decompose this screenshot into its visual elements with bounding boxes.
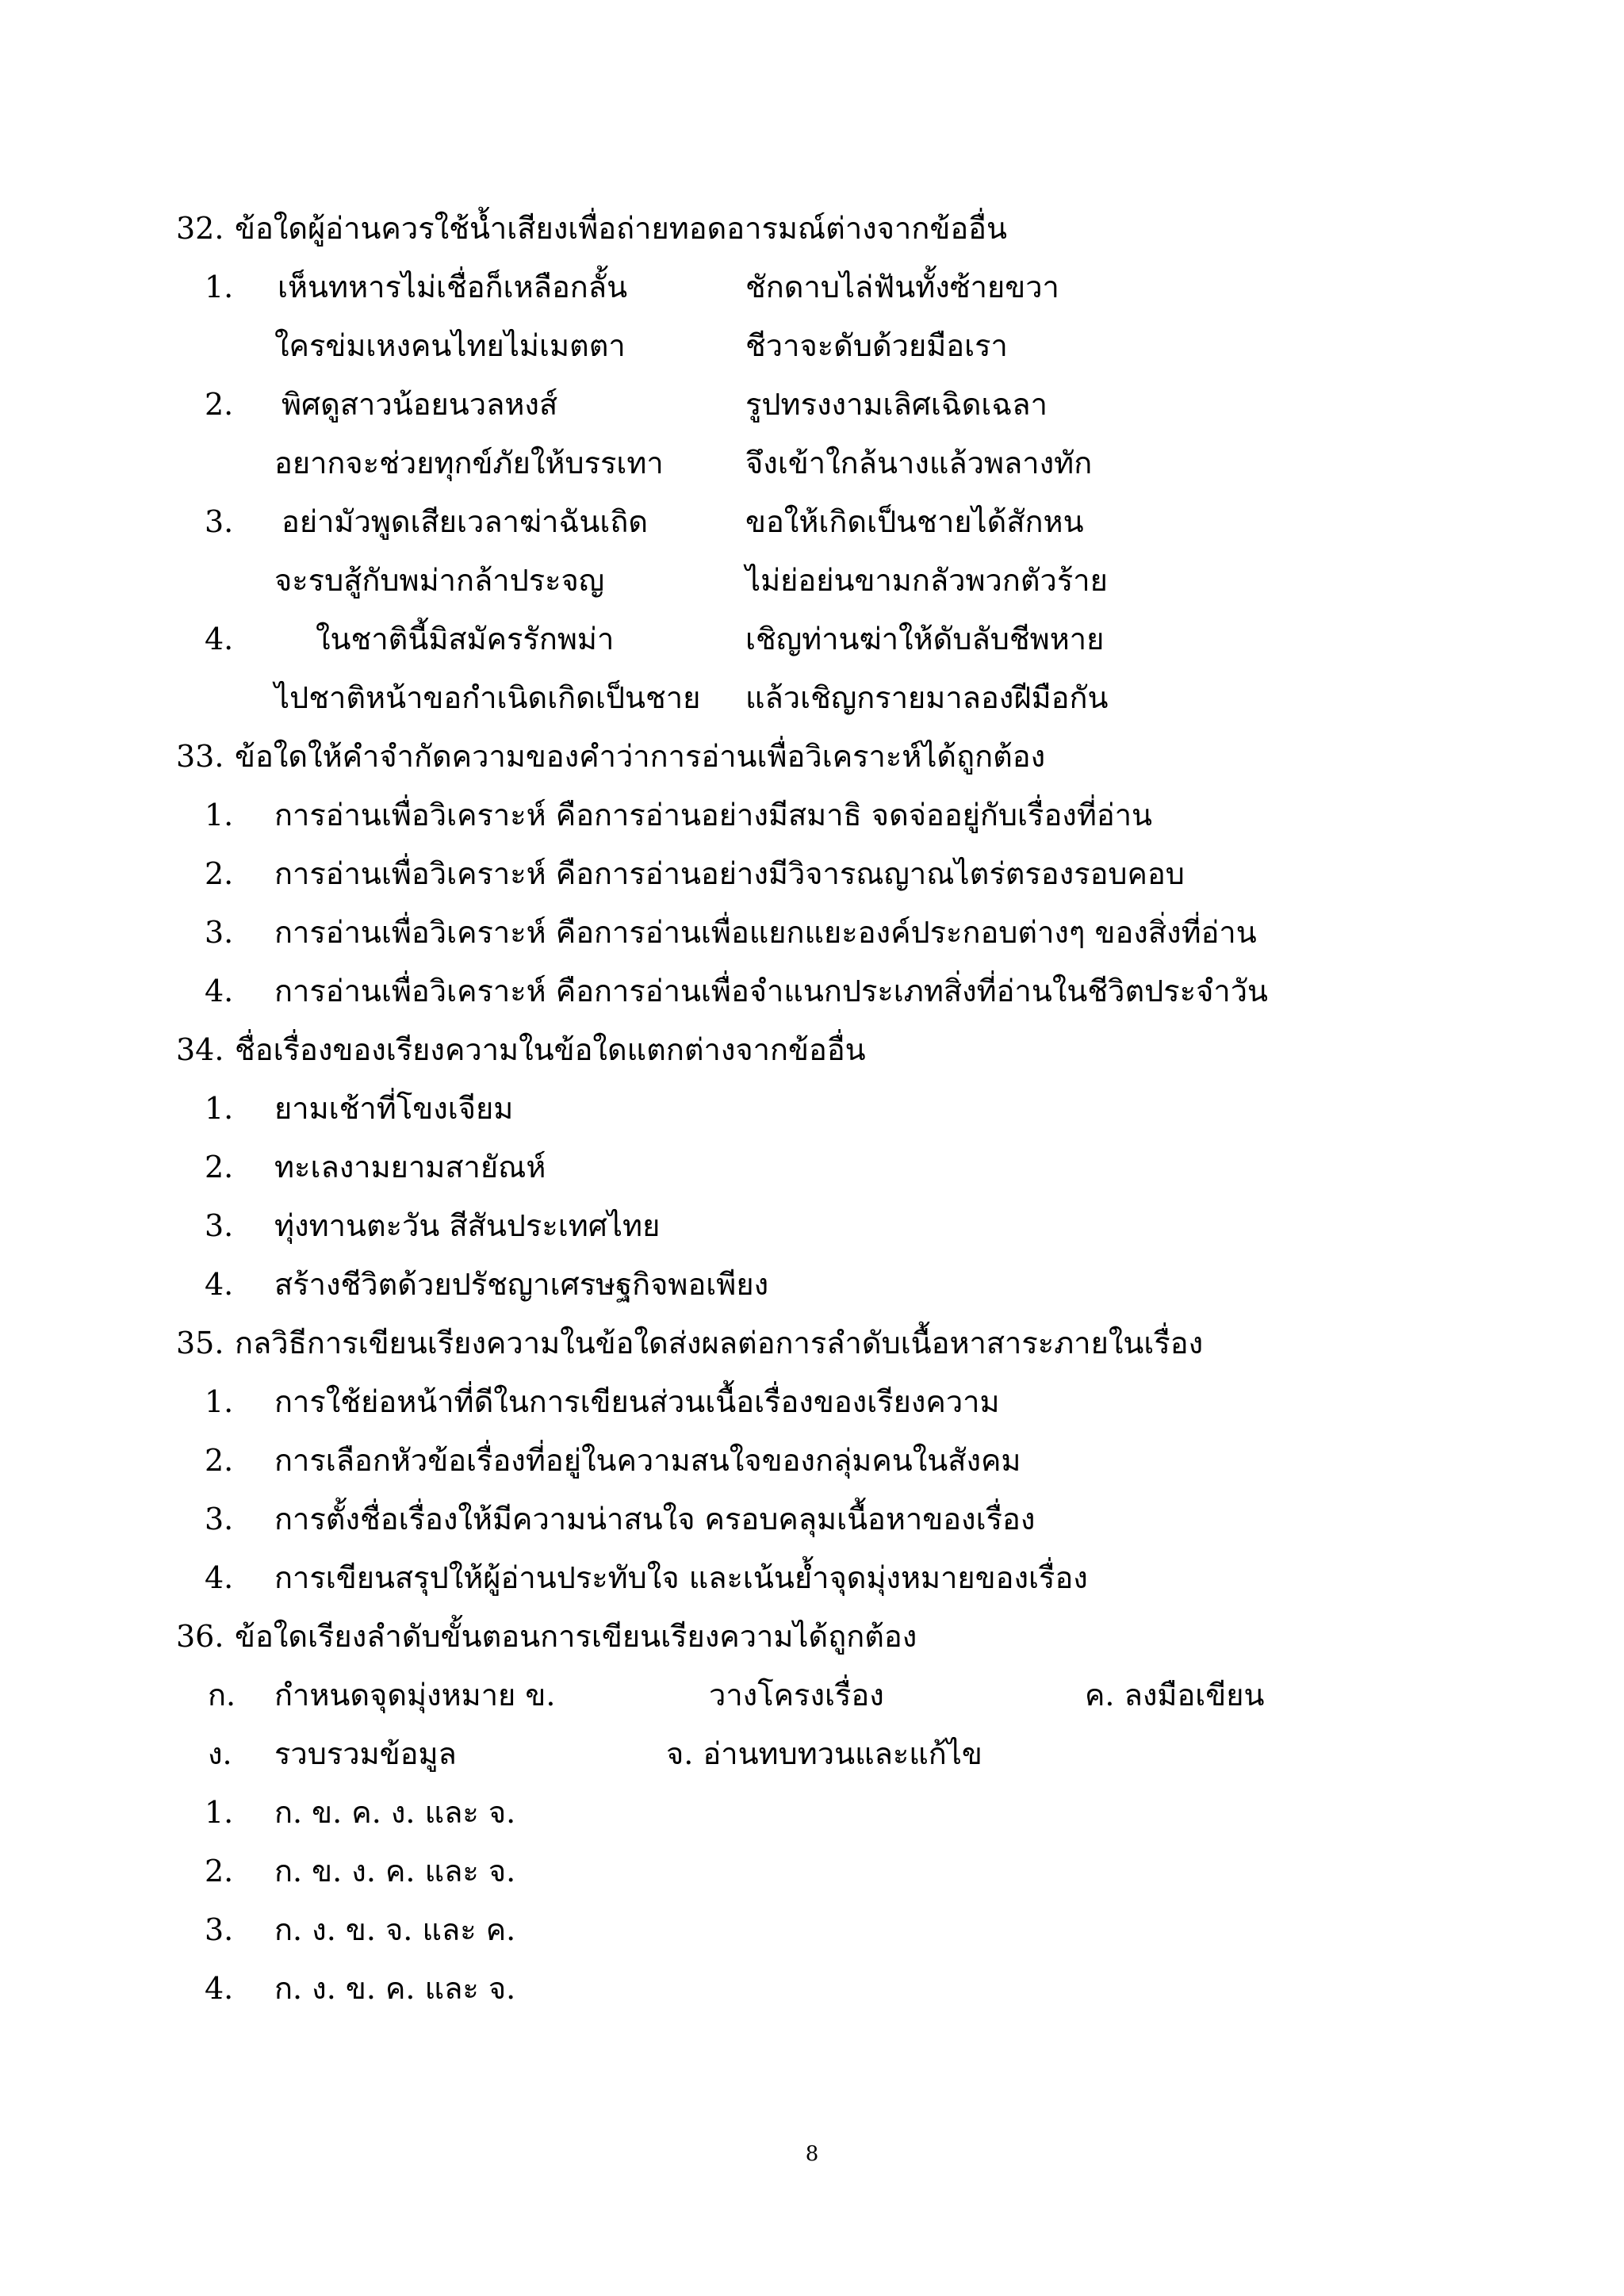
step-text: ค. ลงมือเขียน [1085, 1678, 1265, 1712]
option-number: 1. [205, 1091, 234, 1126]
poem-verse-right: ขอให้เกิดเป็นชายได้สักหน [745, 504, 1084, 539]
question-number: 35. [176, 1326, 224, 1360]
poem-verse-left: ในชาตินี้มิสมัครรักพม่า [316, 622, 615, 656]
option-text: การเขียนสรุปให้ผู้อ่านประทับใจ และเน้นย้ำจุดมุ่งหมายของเรื่อง [274, 1560, 1088, 1595]
poem-verse-left: อยากจะช่วยทุกข์ภัยให้บรรเทา [274, 446, 664, 480]
option-text: ก. ข. ง. ค. และ จ. [274, 1854, 516, 1888]
option-text: การเลือกหัวข้อเรื่องที่อยู่ในความสนใจของกลุ่มคนในสังคม [274, 1443, 1021, 1478]
question-number: 33. [176, 739, 224, 774]
option-number: 4. [205, 622, 234, 656]
poem-verse-left: เห็นทหารไม่เชื่อก็เหลือกลั้น [278, 270, 628, 304]
poem-verse-left: พิศดูสาวน้อยนวลหงส์ [282, 387, 558, 422]
option-text: สร้างชีวิตด้วยปรัชญาเศรษฐกิจพอเพียง [274, 1267, 769, 1302]
option-number: 2. [205, 856, 234, 891]
option-text: ก. ง. ข. จ. และ ค. [274, 1912, 516, 1947]
question-number: 36. [176, 1619, 224, 1654]
step-label: ง. [208, 1736, 232, 1771]
poem-verse-right: จึงเข้าใกล้นางแล้วพลางทัก [745, 446, 1093, 480]
option-number: 1. [205, 1795, 234, 1830]
option-number: 1. [205, 270, 234, 304]
poem-verse-right: ชักดาบไล่ฟันทั้งซ้ายขวา [745, 270, 1059, 304]
poem-verse-right: รูปทรงงามเลิศเฉิดเฉลา [745, 387, 1048, 422]
poem-verse-left: จะรบสู้กับพม่ากล้าประจญ [274, 563, 605, 598]
option-number: 2. [205, 387, 234, 422]
option-number: 3. [205, 1208, 234, 1243]
step-label: ก. [208, 1678, 236, 1712]
option-text: ทุ่งทานตะวัน สีสันประเทศไทย [274, 1208, 661, 1243]
poem-verse-left: ใครข่มเหงคนไทยไม่เมตตา [274, 328, 626, 363]
question-text: ข้อใดเรียงลำดับขั้นตอนการเขียนเรียงความได้ถูกต้อง [235, 1619, 917, 1654]
question-text: ข้อใดให้คำจำกัดความของคำว่าการอ่านเพื่อวิเคราะห์ได้ถูกต้อง [235, 739, 1046, 774]
option-number: 3. [205, 504, 234, 539]
option-number: 2. [205, 1150, 234, 1184]
question-number: 32. [176, 211, 224, 246]
option-number: 4. [205, 1267, 234, 1302]
option-text: ทะเลงามยามสายัณห์ [274, 1150, 546, 1184]
poem-verse-right: เชิญท่านฆ่าให้ดับลับชีพหาย [745, 622, 1105, 656]
option-number: 3. [205, 1502, 234, 1536]
question-number: 34. [176, 1032, 224, 1067]
option-number: 4. [205, 1560, 234, 1595]
option-text: ยามเช้าที่โขงเจียม [274, 1091, 514, 1126]
option-number: 2. [205, 1854, 234, 1888]
option-text: ก. ง. ข. ค. และ จ. [274, 1971, 516, 2006]
question-text: กลวิธีการเขียนเรียงความในข้อใดส่งผลต่อการลำดับเนื้อหาสาระภายในเรื่อง [235, 1326, 1204, 1360]
option-text: การใช้ย่อหน้าที่ดีในการเขียนส่วนเนื้อเรื่องของเรียงความ [274, 1384, 1000, 1419]
question-text: ชื่อเรื่องของเรียงความในข้อใดแตกต่างจากข้ออื่น [235, 1032, 866, 1067]
question-text: ข้อใดผู้อ่านควรใช้น้ำเสียงเพื่อถ่ายทอดอารมณ์ต่างจากข้ออื่น [235, 211, 1007, 246]
option-number: 4. [205, 974, 234, 1008]
poem-verse-left: อย่ามัวพูดเสียเวลาฆ่าฉันเถิด [282, 504, 649, 539]
option-number: 3. [205, 915, 234, 950]
option-number: 1. [205, 798, 234, 832]
poem-verse-right: แล้วเชิญกรายมาลองฝีมือกัน [745, 680, 1109, 715]
step-text: จ. อ่านทบทวนและแก้ไข [666, 1736, 982, 1771]
option-number: 3. [205, 1912, 234, 1947]
step-text: รวบรวมข้อมูล [274, 1736, 457, 1771]
option-text: การอ่านเพื่อวิเคราะห์ คือการอ่านอย่างมีวิจารณญาณไตร่ตรองรอบคอบ [274, 856, 1185, 891]
step-text: กำหนดจุดมุ่งหมาย ข. [274, 1678, 556, 1712]
poem-verse-left: ไปชาติหน้าขอกำเนิดเกิดเป็นชาย [274, 680, 701, 715]
page-number: 8 [805, 2142, 819, 2166]
option-number: 4. [205, 1971, 234, 2006]
step-text: วางโครงเรื่อง [709, 1678, 884, 1712]
option-number: 2. [205, 1443, 234, 1478]
option-text: การอ่านเพื่อวิเคราะห์ คือการอ่านอย่างมีสมาธิ จดจ่ออยู่กับเรื่องที่อ่าน [274, 798, 1153, 832]
poem-verse-right: ชีวาจะดับด้วยมือเรา [745, 328, 1008, 363]
option-text: การอ่านเพื่อวิเคราะห์ คือการอ่านเพื่อแยกแยะองค์ประกอบต่างๆ ของสิ่งที่อ่าน [274, 915, 1257, 950]
poem-verse-right: ไม่ย่อย่นขามกลัวพวกตัวร้าย [745, 563, 1108, 598]
option-text: การอ่านเพื่อวิเคราะห์ คือการอ่านเพื่อจำแนกประเภทสิ่งที่อ่านในชีวิตประจำวัน [274, 974, 1269, 1008]
option-number: 1. [205, 1384, 234, 1419]
option-text: การตั้งชื่อเรื่องให้มีความน่าสนใจ ครอบคลุมเนื้อหาของเรื่อง [274, 1502, 1036, 1536]
option-text: ก. ข. ค. ง. และ จ. [274, 1795, 516, 1830]
